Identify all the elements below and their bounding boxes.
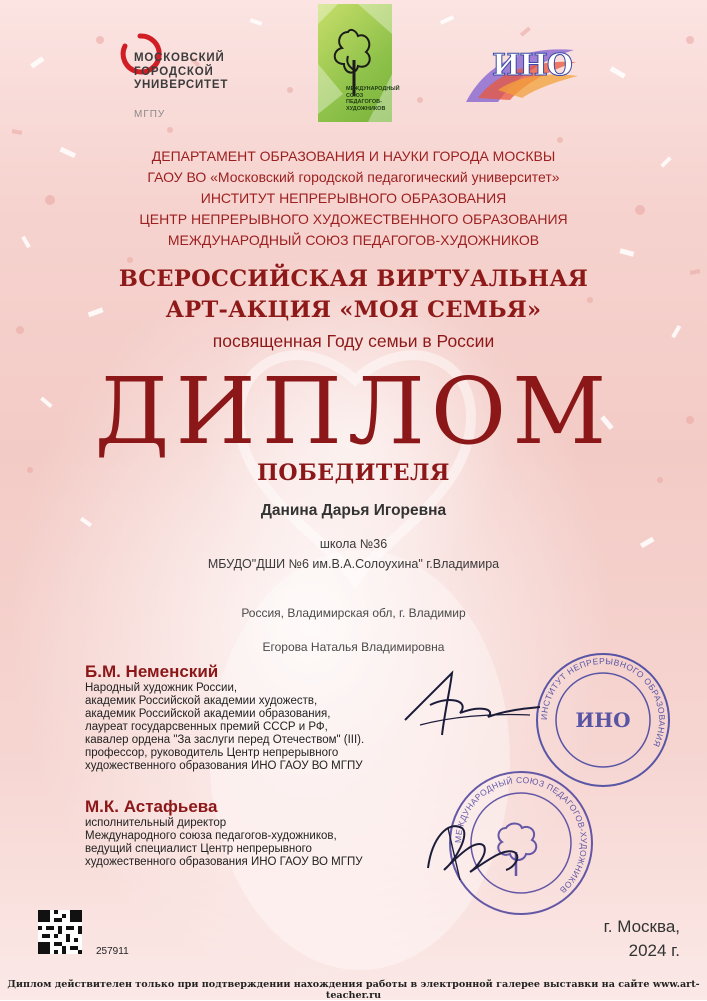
signature-astafieva [418,808,548,888]
event-title-line: АРТ-АКЦИЯ «МОЯ СЕМЬЯ» [165,297,542,323]
teacher-name: Егорова Наталья Владимировна [262,640,445,654]
recipient-institution: МБУДО"ДШИ №6 им.В.А.Солоухина" г.Владимира [207,557,500,571]
event-title-line: ВСЕРОССИЙСКАЯ ВИРТУАЛЬНАЯ [118,266,589,292]
organizer-line: ИНСТИТУТ НЕПРЕРЫВНОГО ОБРАЗОВАНИЯ [200,190,507,206]
signatory-titles [85,817,363,869]
ino-logo-text: ИНО [492,48,572,83]
signatory-title-line: лауреат государсвенных премий СССР и РФ, [85,721,328,733]
signatory-title-line: профессор, руководитель Центр непрерывного [85,747,339,759]
registration-number: 257911 [96,946,129,957]
issue-city: г. Москва, [603,917,680,936]
signatory-title-line: кавалер ордена "За заслуги перед Отечеством" (III). [85,734,365,746]
union-logo-text: МЕЖДУНАРОДНЫЙ СОЮЗ ПЕДАГОГОВ-ХУДОЖНИКОВ [346,86,400,112]
signatory-block [85,662,364,773]
organizer-line: ГАОУ ВО «Московский городской педагогический университет» [147,169,560,185]
stamp-ino-text: ИНО [575,708,631,732]
stamp-text: МЕЖДУНАРОДНЫЙ СОЮЗ ПЕДАГОГОВ-ХУДОЖНИКОВ [452,774,590,896]
event-subtitle: посвященная Году семьи в России [212,331,495,351]
ino-logo [458,40,582,112]
event-title [0,264,707,326]
issue-year: 2024 г. [628,941,680,960]
qr-code [38,910,82,954]
signatory-name: Б.М. Неменский [85,662,219,681]
signatory-title-line: академик Российской академии образования, [85,708,331,720]
signatory-titles [85,682,364,773]
mgpu-name: МОСКОВСКИЙ ГОРОДСКОЙ УНИВЕРСИТЕТ [134,52,229,91]
stamp-text: ИНСТИТУТ НЕПРЕРЫВНОГО ОБРАЗОВАНИЯ [538,655,668,749]
union-logo [318,4,400,122]
signature-nemensky [400,665,550,745]
recipient-school: школа №36 [319,537,388,551]
signatory-title-line: академик Российской академии художеств, [85,695,318,707]
mgpu-logo [118,30,258,125]
organizer-line: ДЕПАРТАМЕНТ ОБРАЗОВАНИЯ И НАУКИ ГОРОДА МОСКВЫ [151,148,556,164]
signatory-block [85,797,363,869]
validity-notice: Диплом действителен только при подтверждении нахождения работы в электронной галерее выставки на сайте www.art-teacher.ru [7,979,700,1001]
signatory-title-line: художественного образования ИНО ГАОУ ВО МГПУ [85,856,363,868]
signatory-title-line: Народный художник России, [85,682,238,694]
signatory-title-line: исполнительный директор [85,817,227,829]
recipient-region: Россия, Владимирская обл, г. Владимир [241,606,466,620]
signatory-title-line: ведущий специалист Центр непрерывного [85,843,312,855]
recipient-name: Данина Дарья Игоревна [260,502,447,519]
organizer-line: ЦЕНТР НЕПРЕРЫВНОГО ХУДОЖЕСТВЕННОГО ОБРАЗОВАНИЯ [139,211,568,227]
issue-place-date [560,915,680,963]
signatory-title-line: Международного союза педагогов-художников, [85,830,337,842]
organizers-block [0,146,707,251]
diploma-subheading: ПОБЕДИТЕЛЯ [257,460,450,486]
signatory-name: М.К. Астафьева [85,797,218,816]
signatory-title-line: художественного образования ИНО ГАОУ ВО МГПУ [85,760,363,772]
diploma-heading: ДИПЛОМ [94,358,613,465]
mgpu-abbreviation: МГПУ [134,109,166,120]
organizer-line: МЕЖДУНАРОДНЫЙ СОЮЗ ПЕДАГОГОВ-ХУДОЖНИКОВ [167,232,540,248]
